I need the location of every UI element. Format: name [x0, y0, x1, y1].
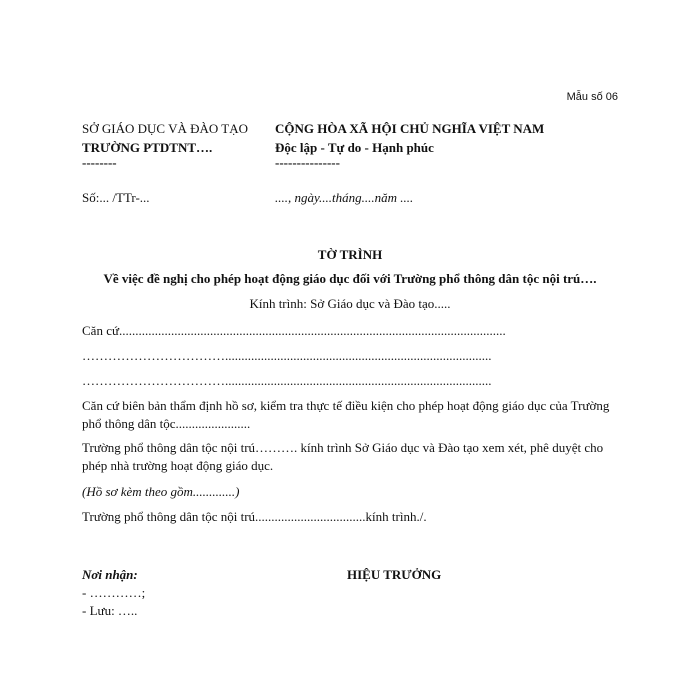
recipients-label: Nơi nhận: [82, 567, 138, 582]
department-name: SỞ GIÁO DỤC VÀ ĐÀO TẠO [82, 121, 248, 136]
basis-line: …………………………….................................................................................. [82, 373, 492, 388]
date-line: ...., ngày....tháng....năm .... [275, 190, 414, 205]
recipient-item: - Lưu: ….. [82, 603, 138, 618]
document-number: Số:... /TTr-... [82, 190, 150, 205]
signature-title: HIỆU TRƯỞNG [347, 567, 442, 582]
school-name: TRƯỜNG PTDTNT…. [82, 140, 213, 155]
attachment-note: (Hồ sơ kèm theo gồm.............) [82, 484, 240, 499]
country-name: CỘNG HÒA XÃ HỘI CHỦ NGHĨA VIỆT NAM [275, 121, 545, 136]
request-paragraph: Trường phổ thông dân tộc nội trú………. kính trình Sở Giáo dục và Đào tạo xem xét, phê duyệt cho phép nhà trường hoạt động giáo dục. [82, 440, 604, 473]
right-divider: --------------- [275, 155, 340, 170]
form-number: Mẫu số 06 [566, 91, 618, 103]
basis-line: Căn cứ....................................................................................................................... [82, 323, 506, 338]
document-title: TỜ TRÌNH [317, 247, 383, 262]
inspection-paragraph: Căn cứ biên bản thẩm định hồ sơ, kiểm tra thực tế điều kiện cho phép hoạt động giáo dục của Trường phổ thông dân tộc....................... [82, 398, 610, 431]
document-subject: Về việc đề nghị cho phép hoạt động giáo dục đối với Trường phổ thông dân tộc nội trú…. [103, 271, 597, 286]
basis-line: …………………………….................................................................................. [82, 348, 492, 363]
left-divider: -------- [82, 155, 117, 170]
national-motto: Độc lập - Tự do - Hạnh phúc [275, 140, 434, 155]
recipient-item: - …………; [82, 585, 146, 600]
closing-line: Trường phổ thông dân tộc nội trú..................................kính trình./. [82, 509, 427, 524]
recipient-line: Kính trình: Sở Giáo dục và Đào tạo..... [249, 296, 451, 311]
